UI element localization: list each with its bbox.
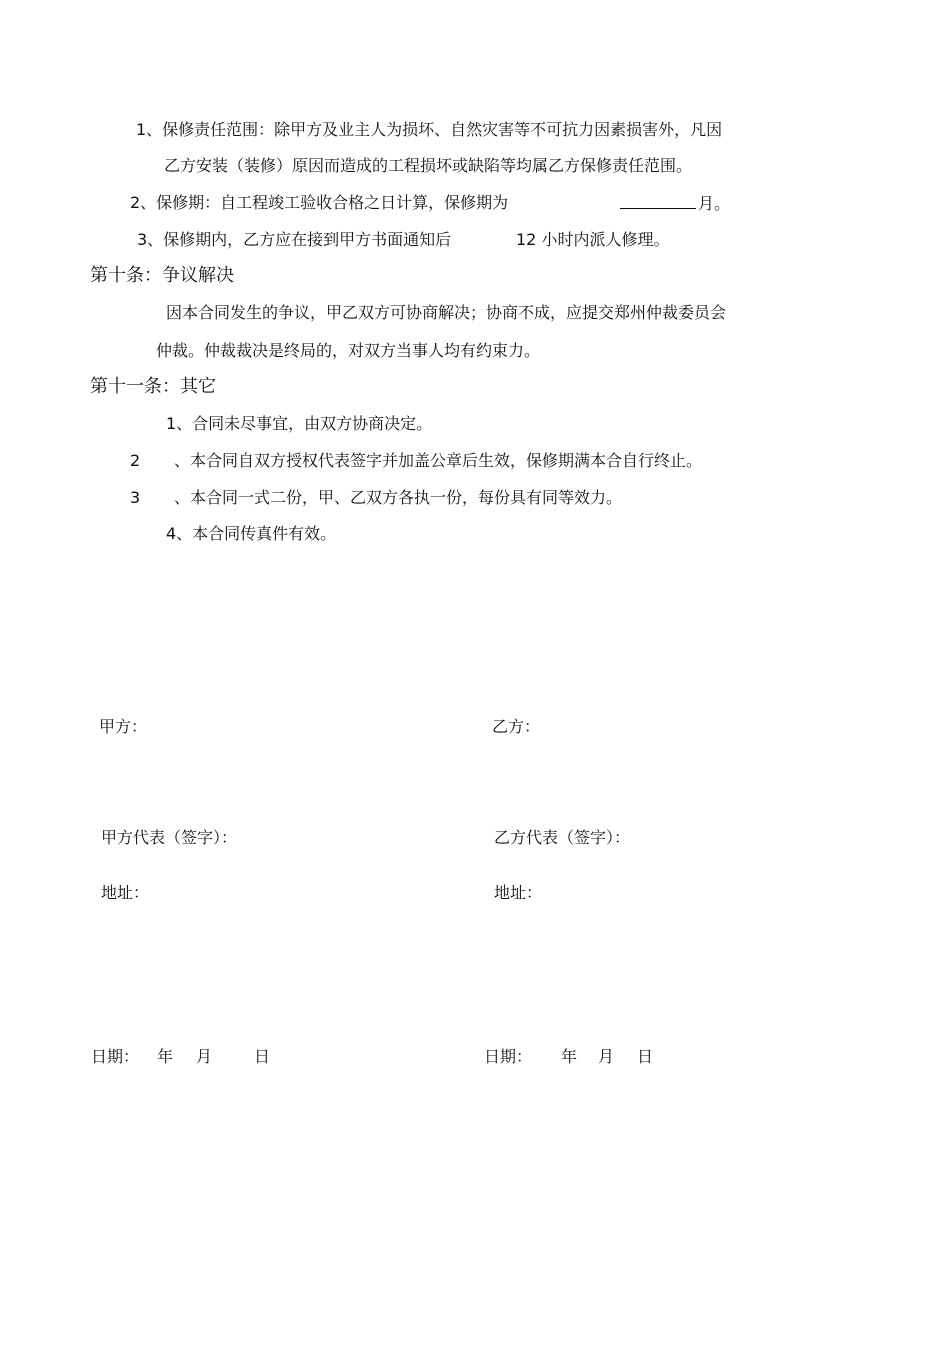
article-11-item-4: 4、本合同传真件有效。 [166, 524, 337, 543]
party-b-address-label: 地址： [494, 883, 543, 902]
warranty-item-2-prefix: 2、保修期：自工程竣工验收合格之日计算，保修期为 [130, 193, 509, 212]
article-11-item-3-num: 3 [130, 488, 141, 507]
party-b-date-day: 日 [637, 1047, 654, 1066]
party-b-date-label: 日期： [484, 1047, 533, 1066]
warranty-item-3-suffix: 小时内派人修理。 [541, 230, 670, 249]
party-b-date-month: 月 [598, 1047, 615, 1066]
article-11-item-3-text: 、本合同一式二份，甲、乙双方各执一份，每份具有同等效力。 [174, 488, 623, 507]
warranty-period-field [620, 192, 730, 215]
warranty-item-3-tail [516, 229, 669, 251]
party-b-label: 乙方： [492, 717, 541, 736]
article-10-title: 第十条：争议解决 [90, 265, 234, 286]
party-a-date-month: 月 [196, 1047, 213, 1066]
party-a-representative-label: 甲方代表（签字）： [101, 828, 238, 847]
party-a-address-label: 地址： [101, 883, 150, 902]
article-11-title: 第十一条：其它 [90, 376, 216, 397]
article-10-line-1: 因本合同发生的争议，甲乙双方可协商解决；协商不成，应提交郑州仲裁委员会 [166, 303, 727, 322]
party-a-date-day: 日 [254, 1047, 271, 1066]
warranty-item-1-line-1: 1、保修责任范围：除甲方及业主人为损坏、自然灾害等不可抗力因素损害外，凡因 [136, 120, 723, 139]
party-a-date-label: 日期： [91, 1047, 140, 1066]
article-11-item-1: 1、合同未尽事宜，由双方协商决定。 [166, 414, 433, 433]
warranty-item-2 [130, 192, 508, 214]
party-a-label: 甲方： [99, 717, 148, 736]
warranty-period-blank [620, 192, 696, 209]
warranty-item-1-line-2: 乙方安装（装修）原因而造成的工程损坏或缺陷等均属乙方保修责任范围。 [164, 156, 693, 175]
party-a-date-year: 年 [157, 1047, 174, 1066]
party-b-date-year: 年 [561, 1047, 578, 1066]
warranty-item-3-prefix: 3、保修期内，乙方应在接到甲方书面通知后 [137, 230, 452, 249]
warranty-item-2-suffix: 月。 [698, 194, 731, 213]
party-b-representative-label: 乙方代表（签字）： [494, 828, 631, 847]
article-10-line-2: 仲裁。仲裁裁决是终局的，对双方当事人均有约束力。 [156, 341, 541, 360]
article-11-item-2-num: 2 [130, 451, 141, 470]
warranty-item-3-hours: 12 [516, 230, 537, 249]
article-11-item-2-text: 、本合同自双方授权代表签字并加盖公章后生效，保修期满本合自行终止。 [174, 451, 703, 470]
